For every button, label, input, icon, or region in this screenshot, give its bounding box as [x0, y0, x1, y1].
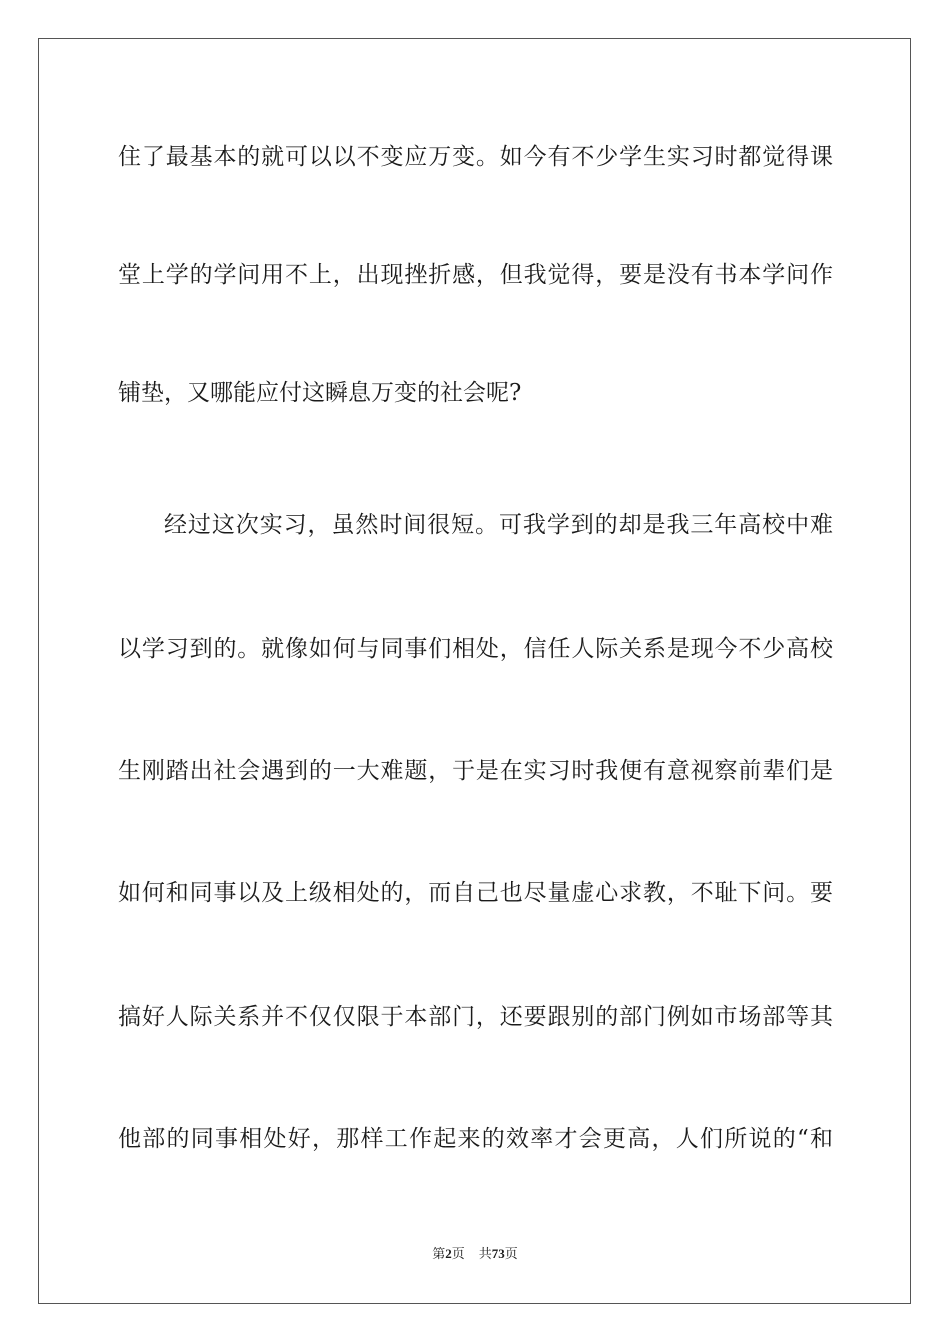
page-prefix: 第 — [432, 1247, 446, 1262]
total-prefix: 共 — [478, 1247, 492, 1262]
text-line-6: 生刚踏出社会遇到的一大难题，于是在实习时我便有意视察前辈们是 — [118, 758, 833, 784]
page-footer — [0, 1244, 950, 1265]
text-line-5: 以学习到的。就像如何与同事们相处，信任人际关系是现今不少高校 — [118, 636, 833, 662]
text-line-9: 他部的同事相处好，那样工作起来的效率才会更高，人们所说的“和 — [118, 1126, 833, 1152]
page-suffix: 页 — [451, 1247, 465, 1262]
text-line-2: 堂上学的学问用不上，出现挫折感，但我觉得，要是没有书本学问作 — [118, 262, 833, 288]
page-border — [38, 38, 911, 1304]
text-line-8: 搞好人际关系并不仅仅限于本部门，还要跟别的部门例如市场部等其 — [118, 1004, 833, 1030]
total-suffix: 页 — [504, 1247, 518, 1262]
text-line-4-paragraph-start: 经过这次实习，虽然时间很短。可我学到的却是我三年高校中难 — [164, 512, 833, 538]
total-pages: 73 — [491, 1246, 505, 1261]
page-number: 2 — [445, 1246, 452, 1261]
text-line-7: 如何和同事以及上级相处的，而自己也尽量虚心求教，不耻下问。要 — [118, 880, 833, 906]
text-line-1: 住了最基本的就可以以不变应万变。如今有不少学生实习时都觉得课 — [118, 144, 833, 170]
text-line-3: 铺垫，又哪能应付这瞬息万变的社会呢? — [118, 380, 522, 406]
